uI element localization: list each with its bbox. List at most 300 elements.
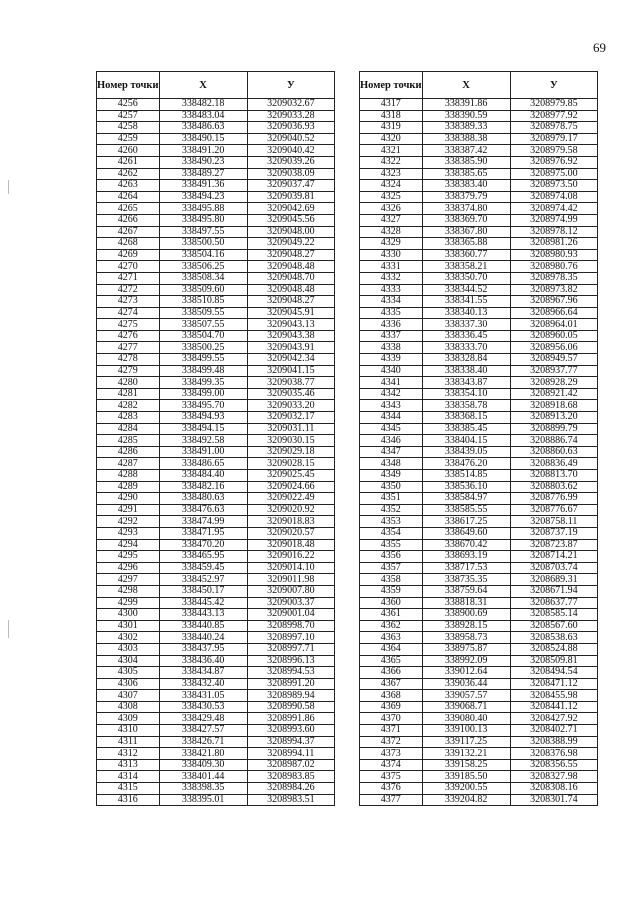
cell-point-number: 4316 [97, 794, 160, 806]
header-point: Номер точки [97, 72, 160, 99]
table-row [97, 342, 335, 354]
cell-point-number: 4274 [97, 307, 160, 319]
table-row [360, 736, 598, 748]
cell-y: 3208998.70 [247, 620, 334, 632]
cell-x: 338585.55 [422, 504, 510, 516]
table-row [360, 307, 598, 319]
cell-y: 3208703.74 [510, 562, 597, 574]
cell-x: 338759.64 [422, 585, 510, 597]
cell-point-number: 4335 [360, 307, 423, 319]
cell-point-number: 4308 [97, 701, 160, 713]
cell-x: 338432.40 [159, 678, 247, 690]
table-row [360, 354, 598, 366]
table-row [97, 748, 335, 760]
cell-x: 339012.64 [422, 667, 510, 679]
cell-point-number: 4349 [360, 470, 423, 482]
cell-point-number: 4273 [97, 296, 160, 308]
table-row [97, 701, 335, 713]
cell-x: 338497.55 [159, 226, 247, 238]
cell-y: 3208978.12 [510, 226, 597, 238]
cell-point-number: 4298 [97, 585, 160, 597]
cell-point-number: 4363 [360, 632, 423, 644]
cell-point-number: 4353 [360, 516, 423, 528]
table-row [97, 585, 335, 597]
cell-point-number: 4261 [97, 156, 160, 168]
cell-point-number: 4366 [360, 667, 423, 679]
table-row [97, 493, 335, 505]
cell-x: 338484.40 [159, 470, 247, 482]
cell-y: 3209042.69 [247, 203, 334, 215]
cell-y: 3209016.22 [247, 551, 334, 563]
table-row [97, 759, 335, 771]
cell-x: 338374.80 [422, 203, 510, 215]
header-y: У [247, 72, 334, 99]
cell-y: 3209048.70 [247, 272, 334, 284]
table-row [97, 330, 335, 342]
table-row [97, 516, 335, 528]
cell-x: 338354.10 [422, 388, 510, 400]
cell-y: 3208983.85 [247, 771, 334, 783]
cell-y: 3208997.71 [247, 643, 334, 655]
cell-point-number: 4328 [360, 226, 423, 238]
cell-y: 3209018.48 [247, 539, 334, 551]
cell-x: 338360.77 [422, 249, 510, 261]
table-row [360, 771, 598, 783]
table-header-row [360, 72, 598, 99]
cell-point-number: 4342 [360, 388, 423, 400]
cell-y: 3208966.64 [510, 307, 597, 319]
table-row [360, 400, 598, 412]
table-row [360, 551, 598, 563]
cell-point-number: 4334 [360, 296, 423, 308]
table-row [97, 551, 335, 563]
cell-x: 339036.44 [422, 678, 510, 690]
cell-point-number: 4361 [360, 609, 423, 621]
cell-point-number: 4258 [97, 122, 160, 134]
cell-y: 3208427.92 [510, 713, 597, 725]
cell-x: 338389.33 [422, 122, 510, 134]
cell-y: 3208918.68 [510, 400, 597, 412]
cell-y: 3208984.26 [247, 783, 334, 795]
cell-x: 338385.90 [422, 156, 510, 168]
cell-y: 3208974.99 [510, 214, 597, 226]
cell-point-number: 4299 [97, 597, 160, 609]
cell-point-number: 4323 [360, 168, 423, 180]
cell-point-number: 4285 [97, 435, 160, 447]
cell-x: 338341.55 [422, 296, 510, 308]
cell-y: 3209029.18 [247, 446, 334, 458]
table-row [360, 435, 598, 447]
cell-y: 3208836.49 [510, 458, 597, 470]
table-row [97, 99, 335, 111]
cell-x: 338818.31 [422, 597, 510, 609]
cell-x: 338495.80 [159, 214, 247, 226]
cell-y: 3208524.88 [510, 643, 597, 655]
cell-x: 338508.34 [159, 272, 247, 284]
cell-y: 3208327.98 [510, 771, 597, 783]
cell-x: 338383.40 [422, 180, 510, 192]
cell-x: 338584.97 [422, 493, 510, 505]
cell-x: 338395.01 [159, 794, 247, 806]
table-row [360, 238, 598, 250]
cell-point-number: 4359 [360, 585, 423, 597]
cell-point-number: 4325 [360, 191, 423, 203]
cell-x: 338506.25 [159, 261, 247, 273]
table-row [360, 272, 598, 284]
table-row [360, 748, 598, 760]
cell-point-number: 4333 [360, 284, 423, 296]
cell-x: 338492.58 [159, 435, 247, 447]
cell-x: 338385.45 [422, 423, 510, 435]
cell-x: 338491.20 [159, 145, 247, 157]
table-row [360, 110, 598, 122]
cell-y: 3208776.67 [510, 504, 597, 516]
cell-y: 3209030.15 [247, 435, 334, 447]
cell-y: 3209048.27 [247, 296, 334, 308]
cell-x: 338975.87 [422, 643, 510, 655]
table-row [97, 504, 335, 516]
cell-y: 3209024.66 [247, 481, 334, 493]
cell-y: 3208441.12 [510, 701, 597, 713]
cell-y: 3209043.13 [247, 319, 334, 331]
table-row [97, 180, 335, 192]
cell-x: 338494.23 [159, 191, 247, 203]
cell-point-number: 4327 [360, 214, 423, 226]
table-row [360, 678, 598, 690]
cell-point-number: 4287 [97, 458, 160, 470]
table-row [360, 620, 598, 632]
table-body [360, 99, 598, 806]
cell-point-number: 4312 [97, 748, 160, 760]
table-row [360, 783, 598, 795]
cell-point-number: 4338 [360, 342, 423, 354]
cell-point-number: 4296 [97, 562, 160, 574]
table-row [97, 736, 335, 748]
table-body [97, 99, 335, 806]
table-row [360, 226, 598, 238]
table-row [360, 470, 598, 482]
cell-x: 338368.15 [422, 412, 510, 424]
table-row [97, 319, 335, 331]
table-row [97, 249, 335, 261]
cell-y: 3208996.13 [247, 655, 334, 667]
cell-point-number: 4277 [97, 342, 160, 354]
cell-point-number: 4303 [97, 643, 160, 655]
cell-y: 3209048.48 [247, 261, 334, 273]
cell-x: 338388.38 [422, 133, 510, 145]
cell-x: 338337.30 [422, 319, 510, 331]
cell-point-number: 4336 [360, 319, 423, 331]
cell-point-number: 4351 [360, 493, 423, 505]
table-row [97, 412, 335, 424]
cell-y: 3208978.75 [510, 122, 597, 134]
cell-point-number: 4310 [97, 725, 160, 737]
table-row [360, 574, 598, 586]
table-row [97, 388, 335, 400]
cell-point-number: 4309 [97, 713, 160, 725]
table-row [97, 296, 335, 308]
cell-y: 3208899.79 [510, 423, 597, 435]
cell-x: 338507.55 [159, 319, 247, 331]
cell-point-number: 4367 [360, 678, 423, 690]
cell-y: 3208981.26 [510, 238, 597, 250]
cell-point-number: 4268 [97, 238, 160, 250]
table-row [97, 168, 335, 180]
table-row [97, 481, 335, 493]
table-row [360, 527, 598, 539]
cell-y: 3208913.20 [510, 412, 597, 424]
cell-x: 339158.25 [422, 759, 510, 771]
coordinates-table-left [96, 71, 335, 806]
scan-mark [8, 180, 9, 194]
table-row [360, 690, 598, 702]
cell-y: 3209011.98 [247, 574, 334, 586]
cell-y: 3208973.50 [510, 180, 597, 192]
cell-point-number: 4272 [97, 284, 160, 296]
cell-point-number: 4343 [360, 400, 423, 412]
cell-y: 3208376.98 [510, 748, 597, 760]
cell-y: 3208921.42 [510, 388, 597, 400]
header-x: Х [422, 72, 510, 99]
table-row [360, 759, 598, 771]
cell-y: 3209014.10 [247, 562, 334, 574]
cell-point-number: 4346 [360, 435, 423, 447]
cell-y: 3209041.15 [247, 365, 334, 377]
coordinates-table-right [359, 71, 598, 806]
cell-x: 338387.42 [422, 145, 510, 157]
table-row [97, 307, 335, 319]
table-row [360, 725, 598, 737]
cell-x: 338491.00 [159, 446, 247, 458]
table-row [97, 725, 335, 737]
cell-point-number: 4373 [360, 748, 423, 760]
cell-point-number: 4376 [360, 783, 423, 795]
cell-y: 3209043.38 [247, 330, 334, 342]
table-row [360, 446, 598, 458]
cell-x: 338494.15 [159, 423, 247, 435]
cell-y: 3208967.96 [510, 296, 597, 308]
cell-point-number: 4358 [360, 574, 423, 586]
table-row [97, 527, 335, 539]
table-row [97, 690, 335, 702]
cell-x: 338504.16 [159, 249, 247, 261]
cell-x: 338429.48 [159, 713, 247, 725]
cell-y: 3208997.10 [247, 632, 334, 644]
table-row [360, 191, 598, 203]
cell-x: 338735.35 [422, 574, 510, 586]
cell-point-number: 4263 [97, 180, 160, 192]
table-row [97, 667, 335, 679]
cell-x: 339204.82 [422, 794, 510, 806]
cell-y: 3208776.99 [510, 493, 597, 505]
cell-y: 3209001.04 [247, 609, 334, 621]
cell-point-number: 4264 [97, 191, 160, 203]
cell-y: 3208803.62 [510, 481, 597, 493]
cell-y: 3208973.82 [510, 284, 597, 296]
cell-point-number: 4315 [97, 783, 160, 795]
table-row [97, 609, 335, 621]
cell-x: 338992.09 [422, 655, 510, 667]
cell-y: 3208975.00 [510, 168, 597, 180]
cell-point-number: 4313 [97, 759, 160, 771]
cell-point-number: 4326 [360, 203, 423, 215]
cell-y: 3209020.57 [247, 527, 334, 539]
cell-point-number: 4284 [97, 423, 160, 435]
cell-point-number: 4288 [97, 470, 160, 482]
cell-y: 3208994.53 [247, 667, 334, 679]
table-row [97, 678, 335, 690]
table-row [360, 585, 598, 597]
cell-point-number: 4281 [97, 388, 160, 400]
cell-y: 3208471.12 [510, 678, 597, 690]
cell-y: 3208494.54 [510, 667, 597, 679]
cell-point-number: 4377 [360, 794, 423, 806]
cell-x: 339100.13 [422, 725, 510, 737]
cell-y: 3209032.67 [247, 99, 334, 111]
cell-y: 3208402.71 [510, 725, 597, 737]
cell-x: 338440.85 [159, 620, 247, 632]
cell-point-number: 4297 [97, 574, 160, 586]
cell-y: 3209038.09 [247, 168, 334, 180]
cell-y: 3208979.58 [510, 145, 597, 157]
table-row [97, 446, 335, 458]
cell-point-number: 4331 [360, 261, 423, 273]
cell-point-number: 4322 [360, 156, 423, 168]
table-row [360, 609, 598, 621]
cell-y: 3208989.94 [247, 690, 334, 702]
cell-x: 338717.53 [422, 562, 510, 574]
cell-x: 338440.24 [159, 632, 247, 644]
table-row [360, 168, 598, 180]
cell-x: 338928.15 [422, 620, 510, 632]
cell-point-number: 4356 [360, 551, 423, 563]
table-row [97, 365, 335, 377]
table-row [360, 504, 598, 516]
cell-point-number: 4360 [360, 597, 423, 609]
cell-y: 3209031.11 [247, 423, 334, 435]
cell-point-number: 4260 [97, 145, 160, 157]
cell-y: 3209007.80 [247, 585, 334, 597]
table-row [360, 643, 598, 655]
cell-y: 3209040.42 [247, 145, 334, 157]
cell-y: 3209045.56 [247, 214, 334, 226]
table-row [97, 771, 335, 783]
cell-point-number: 4283 [97, 412, 160, 424]
cell-x: 338491.36 [159, 180, 247, 192]
cell-x: 338474.99 [159, 516, 247, 528]
cell-x: 338401.44 [159, 771, 247, 783]
cell-x: 339080.40 [422, 713, 510, 725]
cell-x: 338443.13 [159, 609, 247, 621]
cell-x: 338450.17 [159, 585, 247, 597]
cell-y: 3208689.31 [510, 574, 597, 586]
cell-point-number: 4347 [360, 446, 423, 458]
table-row [97, 539, 335, 551]
cell-y: 3208993.60 [247, 725, 334, 737]
cell-x: 338379.79 [422, 191, 510, 203]
cell-x: 338649.60 [422, 527, 510, 539]
cell-point-number: 4340 [360, 365, 423, 377]
cell-x: 338437.95 [159, 643, 247, 655]
cell-point-number: 4294 [97, 539, 160, 551]
table-row [360, 203, 598, 215]
cell-y: 3208987.02 [247, 759, 334, 771]
cell-x: 338404.15 [422, 435, 510, 447]
cell-y: 3208991.86 [247, 713, 334, 725]
cell-y: 3208737.19 [510, 527, 597, 539]
cell-point-number: 4304 [97, 655, 160, 667]
cell-y: 3209049.22 [247, 238, 334, 250]
table-row [97, 435, 335, 447]
cell-x: 338490.15 [159, 133, 247, 145]
cell-x: 338510.85 [159, 296, 247, 308]
cell-x: 338365.88 [422, 238, 510, 250]
cell-point-number: 4332 [360, 272, 423, 284]
table-row [360, 330, 598, 342]
cell-y: 3208978.35 [510, 272, 597, 284]
cell-x: 338439.05 [422, 446, 510, 458]
table-row [97, 458, 335, 470]
table-row [360, 377, 598, 389]
cell-y: 3208994.11 [247, 748, 334, 760]
cell-point-number: 4371 [360, 725, 423, 737]
cell-y: 3209025.45 [247, 470, 334, 482]
table-row [360, 458, 598, 470]
table-row [97, 214, 335, 226]
cell-y: 3209003.37 [247, 597, 334, 609]
cell-point-number: 4369 [360, 701, 423, 713]
cell-point-number: 4350 [360, 481, 423, 493]
cell-y: 3208356.55 [510, 759, 597, 771]
cell-x: 338500.50 [159, 238, 247, 250]
table-row [360, 365, 598, 377]
cell-point-number: 4280 [97, 377, 160, 389]
cell-y: 3208388.99 [510, 736, 597, 748]
cell-point-number: 4306 [97, 678, 160, 690]
cell-y: 3208758.11 [510, 516, 597, 528]
cell-point-number: 4293 [97, 527, 160, 539]
cell-point-number: 4257 [97, 110, 160, 122]
cell-x: 338358.21 [422, 261, 510, 273]
table-row [97, 713, 335, 725]
table-row [97, 470, 335, 482]
cell-y: 3208723.87 [510, 539, 597, 551]
cell-x: 338476.20 [422, 458, 510, 470]
cell-point-number: 4318 [360, 110, 423, 122]
table-row [360, 713, 598, 725]
cell-point-number: 4295 [97, 551, 160, 563]
cell-x: 338670.42 [422, 539, 510, 551]
cell-x: 338459.45 [159, 562, 247, 574]
cell-x: 338426.71 [159, 736, 247, 748]
cell-point-number: 4329 [360, 238, 423, 250]
cell-x: 338340.13 [422, 307, 510, 319]
cell-x: 339057.57 [422, 690, 510, 702]
cell-y: 3208509.81 [510, 655, 597, 667]
cell-x: 338430.53 [159, 701, 247, 713]
cell-y: 3208671.94 [510, 585, 597, 597]
cell-x: 338465.95 [159, 551, 247, 563]
cell-y: 3209048.27 [247, 249, 334, 261]
cell-x: 338431.05 [159, 690, 247, 702]
cell-point-number: 4292 [97, 516, 160, 528]
table-row [97, 203, 335, 215]
cell-x: 338338.40 [422, 365, 510, 377]
cell-y: 3209018.83 [247, 516, 334, 528]
table-row [97, 122, 335, 134]
cell-x: 338471.95 [159, 527, 247, 539]
cell-point-number: 4352 [360, 504, 423, 516]
